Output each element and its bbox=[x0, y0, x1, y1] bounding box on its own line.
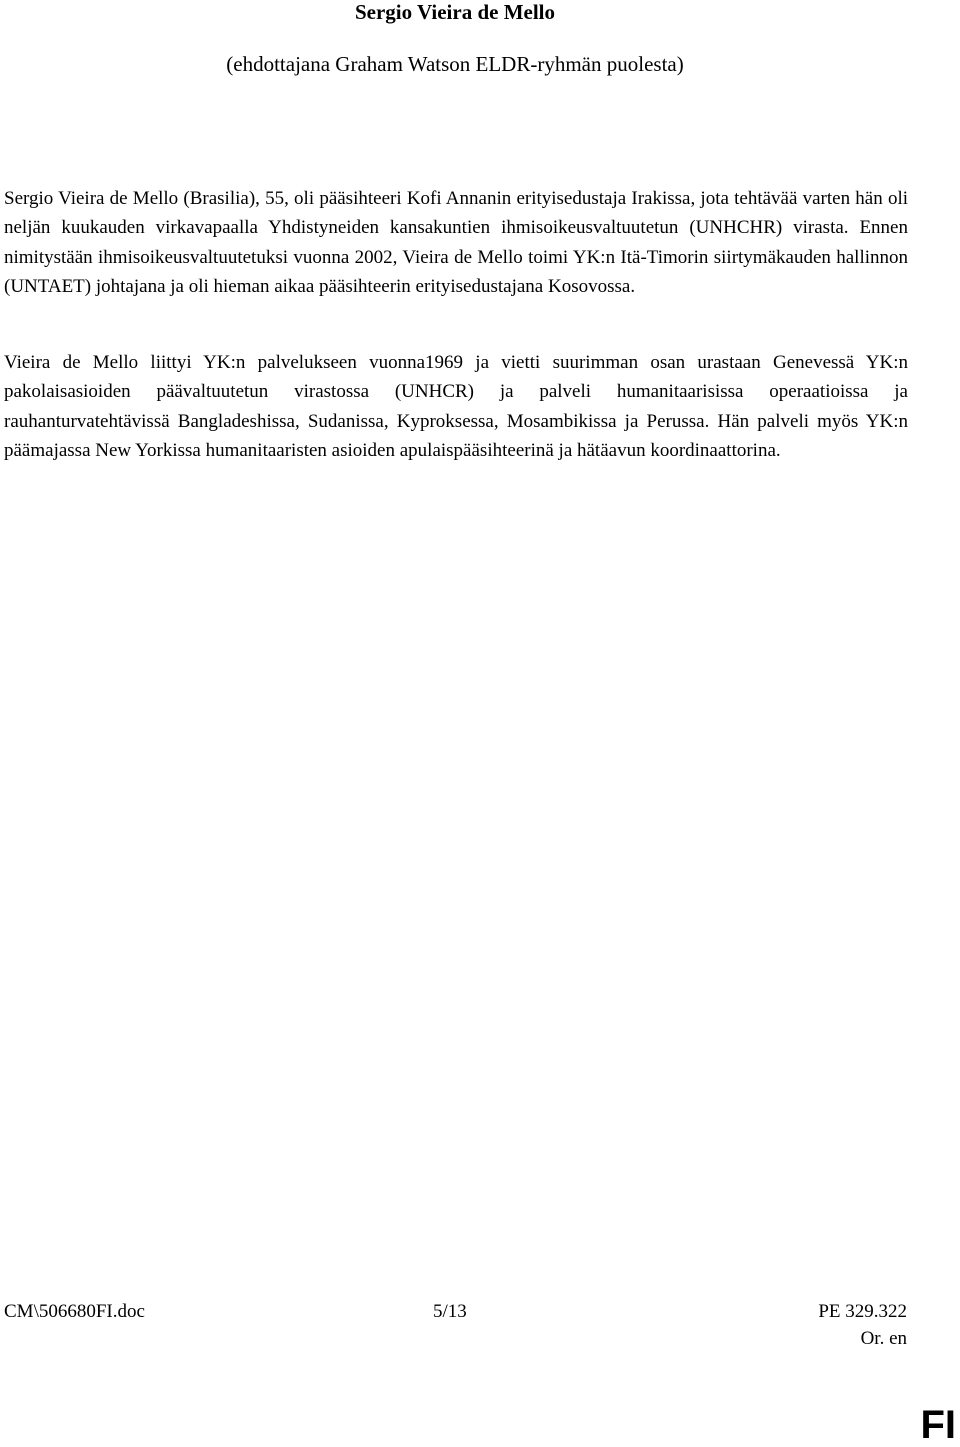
footer-doc-reference: CM\506680FI.doc bbox=[4, 1301, 145, 1322]
paragraph: Vieira de Mello liittyi YK:n palvelukseen vuonna1969 ja vietti suurimman osan urastaan Genevessä YK:n pakolaisasioiden päävaltuutetun virastossa (UNHCR) ja palveli humanitaarisissa operaatioissa ja rauhanturvatehtävissä Bangladeshissa, Sudanissa, Kyproksessa, Mosambikissa ja Perussa. Hän palveli myös YK:n päämajassa New Yorkissa humanitaaristen asioiden apulaispääsihteerinä ja hätäavun koordinaattorina. bbox=[4, 352, 908, 461]
document-subtitle: (ehdottajana Graham Watson ELDR-ryhmän puolesta) bbox=[226, 52, 684, 76]
paragraph: Sergio Vieira de Mello (Brasilia), 55, oli pääsihteeri Kofi Annanin erityisedustaja Irakissa, jota tehtävää varten hän oli neljän kuukauden virkavapaalla Yhdistyneiden kansakuntien ihmisoikeusvaltuutetun (UNHCHR) virasta. Ennen nimitystään ihmisoikeusvaltuutetuksi vuonna 2002, Vieira de Mello toimi YK:n Itä-Timorin siirtymäkauden hallinnon (UNTAET) johtajana ja oli hieman aikaa pääsihteerin erityisedustajana Kosovossa. bbox=[4, 188, 908, 297]
document-title: Sergio Vieira de Mello bbox=[354, 0, 556, 24]
footer-page-number: 5/13 bbox=[433, 1301, 467, 1322]
footer-pe-reference: PE 329.322 bbox=[818, 1301, 907, 1322]
language-code: FI bbox=[920, 1403, 956, 1447]
footer-original-language: Or. en bbox=[860, 1328, 907, 1349]
